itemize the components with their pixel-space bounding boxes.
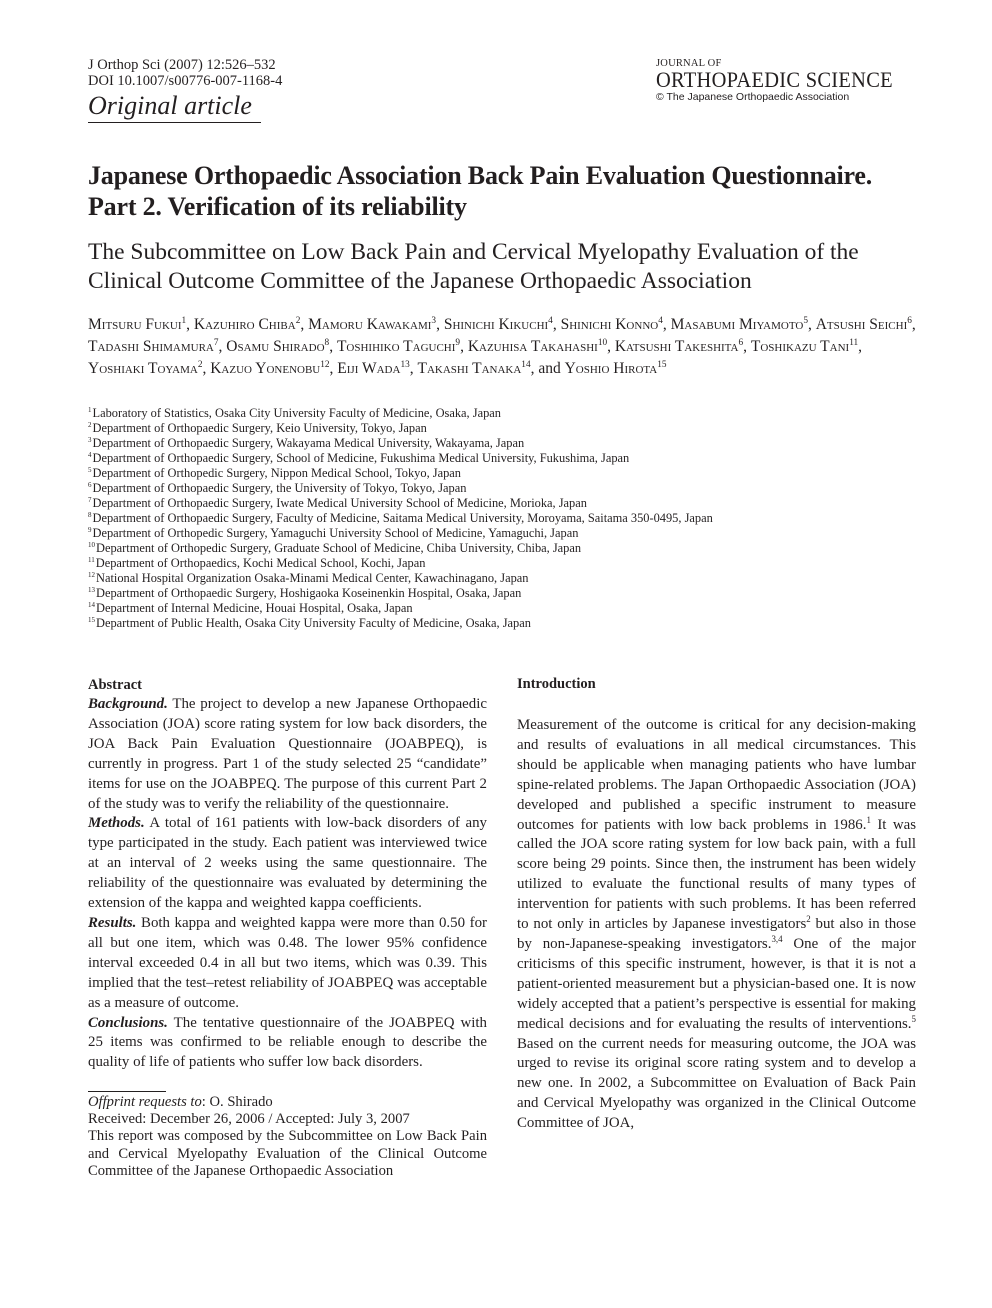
footnote-separator xyxy=(88,1091,166,1092)
citation: J Orthop Sci (2007) 12:526–532 xyxy=(88,57,276,73)
author-affiliation-ref: 3 xyxy=(431,315,437,326)
results-label: Results. xyxy=(88,914,137,931)
author-name: Takashi Tanaka xyxy=(417,360,522,377)
ref-4[interactable]: 5 xyxy=(911,1013,916,1024)
author-affiliation-ref: 2 xyxy=(197,359,203,370)
article-title: Japanese Orthopaedic Association Back Pain Evaluation Questionnaire. Part 2. Verification of its reliability xyxy=(88,161,873,221)
conclusions-label: Conclusions. xyxy=(88,1014,168,1031)
abstract-background xyxy=(88,695,487,814)
affiliation-item xyxy=(88,436,918,451)
abstract xyxy=(88,675,487,1073)
author-name: Atsushi Seichi xyxy=(815,316,908,333)
intro-seg-1: Measurement of the outcome is critical for any decision-making and results of evaluations in all medical circumstances. This should be applicable when managing patients who have lumbar spine-related problems. The Japan Orthopaedic Association (JOA) developed and published a specific instrument to measure outcomes for patients with low back problems in 1986. xyxy=(517,717,916,833)
intro-seg-5: Based on the current needs for measuring outcome, the JOA was urged to revise its original score rating system and to develop a new one. In 2002, a Subcommittee on Evaluation of Back Pain and Cervical Myelopathy was organized in the Clinical Outcome Committee of JOA, xyxy=(517,1035,916,1132)
introduction-text xyxy=(517,716,916,1134)
methods-text: A total of 161 patients with low-back disorders of any type participated in the study. Each patient was interviewed twice at an interval of 2 weeks using the same questionnaire. The reliability of the questionnaire was evaluated by determining the extension of the kappa and weighted kappa coefficients. xyxy=(88,815,488,912)
author-affiliation-ref: 4 xyxy=(548,315,553,326)
author-name: Shinichi Kikuchi xyxy=(443,316,549,333)
author-affiliation-ref: 15 xyxy=(657,359,667,370)
article-type-rule xyxy=(88,122,261,123)
author-name: Shinichi Konno xyxy=(560,316,659,333)
ref-3[interactable]: 3,4 xyxy=(771,934,783,944)
results-text: Both kappa and weighted kappa were more than 0.50 for all but one item, which was 0.48. The lower 95% confidence interval exceeded 0.4 in all but two items, which was 0.39. This implied that the test–retest reliability of JOABPEQ was acceptable as a measure of outcome. xyxy=(88,914,487,1011)
affiliation-item xyxy=(88,406,918,421)
abstract-methods xyxy=(88,814,487,914)
author-affiliation-ref: 6 xyxy=(738,337,744,348)
author-name: Tadashi Shimamura xyxy=(88,338,214,355)
journal-copyright: © The Japanese Orthopaedic Association xyxy=(656,91,850,103)
offprint-name: O. Shirado xyxy=(209,1094,273,1110)
abstract-results xyxy=(88,914,487,1014)
affiliation-text: Laboratory of Statistics, Osaka City University Faculty of Medicine, Osaka, Japan xyxy=(92,406,501,420)
affiliation-number: 2 xyxy=(88,420,92,429)
affiliation-item xyxy=(88,481,918,496)
affiliation-number: 15 xyxy=(88,615,95,624)
offprint-label: Offprint requests to xyxy=(88,1094,202,1110)
affiliation-number: 11 xyxy=(88,555,95,564)
affiliation-text: Department of Orthopedic Surgery, Yamaguchi University School of Medicine, Yamaguchi, Japan xyxy=(92,526,579,540)
affiliation-text: Department of Orthopedic Surgery, Nippon Medical School, Tokyo, Japan xyxy=(92,466,461,480)
affiliation-item xyxy=(88,616,918,631)
author-affiliation-ref: 14 xyxy=(521,359,531,370)
affiliation-number: 4 xyxy=(88,450,92,459)
author-affiliation-ref: 11 xyxy=(849,337,859,348)
author-name: Kazuhisa Takahashi xyxy=(467,338,598,355)
affiliation-item xyxy=(88,526,918,541)
affiliation-text: Department of Orthopaedic Surgery, Wakayama Medical University, Wakayama, Japan xyxy=(92,436,525,450)
affiliation-item xyxy=(88,496,918,511)
abstract-conclusions xyxy=(88,1014,487,1074)
author-and: and xyxy=(538,360,561,377)
affiliation-text: Department of Orthopaedic Surgery, the University of Tokyo, Tokyo, Japan xyxy=(92,481,467,495)
affiliation-number: 8 xyxy=(88,510,92,519)
journal-line-1: JOURNAL OF xyxy=(656,58,722,69)
author-affiliation-ref: 2 xyxy=(295,315,301,326)
affiliation-number: 3 xyxy=(88,435,92,444)
affiliation-number: 1 xyxy=(88,405,92,414)
affiliation-number: 6 xyxy=(88,480,92,489)
offprint-note: Offprint requests to: O. Shirado xyxy=(88,1094,273,1110)
affiliation-text: Department of Orthopaedic Surgery, Iwate Medical University School of Medicine, Morioka, Japan xyxy=(92,496,587,510)
affiliation-item xyxy=(88,451,918,466)
author-name: Kazuo Yonenobu xyxy=(210,360,321,377)
article-subtitle: The Subcommittee on Low Back Pain and Cervical Myelopathy Evaluation of the Clinical Outcome Committee of the Japanese Orthopaedic Association xyxy=(88,239,859,294)
author-name: Yoshiaki Toyama xyxy=(88,360,198,377)
affiliation-item xyxy=(88,556,918,571)
intro-seg-4: One of the major criticisms of this specific instrument, however, is that it is not a patient-oriented measurement but a physician-based one. It is now widely accepted that a patient’s perspective is essential for making medical decisions and for evaluating the results of interventions. xyxy=(517,935,917,1032)
article-type: Original article xyxy=(88,91,252,120)
journal-logo xyxy=(656,58,936,104)
affiliation-text: Department of Orthopaedic Surgery, School of Medicine, Fukushima Medical University, Fukushima, Japan xyxy=(92,451,630,465)
ref-1[interactable]: 1 xyxy=(866,814,871,825)
affiliation-text: Department of Orthopaedic Surgery, Faculty of Medicine, Saitama Medical University, Moroyama, Saitama 350-0495, Japan xyxy=(92,511,713,525)
abstract-heading: Abstract xyxy=(88,677,142,693)
author-name: Eiji Wada xyxy=(337,360,401,377)
affiliation-text: Department of Orthopaedic Surgery, Hoshigaoka Koseinenkin Hospital, Osaka, Japan xyxy=(96,586,522,600)
affiliation-item xyxy=(88,601,918,616)
ref-2[interactable]: 2 xyxy=(806,914,811,925)
author-affiliation-ref: 9 xyxy=(455,337,461,348)
affiliation-item xyxy=(88,541,918,556)
author-name: Mamoru Kawakami xyxy=(308,316,432,333)
affiliation-number: 12 xyxy=(88,570,95,579)
report-note: This report was composed by the Subcommittee on Low Back Pain and Cervical Myelopathy Evaluation of the Clinical Outcome Committee of the Japanese Orthopaedic Association xyxy=(88,1128,487,1179)
affiliation-list xyxy=(88,406,918,631)
affiliation-text: Department of Orthopaedics, Kochi Medical School, Kochi, Japan xyxy=(95,556,426,570)
author-name: Toshihiko Taguchi xyxy=(336,338,456,355)
intro-seg-3: but also in those by non-Japanese-speaking investigators. xyxy=(517,916,916,952)
author-affiliation-ref: 4 xyxy=(658,315,663,326)
author-name: Mitsuru Fukui xyxy=(88,316,182,333)
affiliation-text: Department of Internal Medicine, Houai Hospital, Osaka, Japan xyxy=(96,601,413,615)
affiliation-item xyxy=(88,586,918,601)
intro-seg-2: It was called the JOA score rating system for low back pain, with a full score being 29 points. Since then, the instrument has been widely utilized to evaluate the functional results of many types of intervention for patients with such problems. It has been referred to not only in articles by Japanese investigators xyxy=(517,816,916,933)
author-name: Masabumi Miyamoto xyxy=(670,316,804,333)
journal-line-2: ORTHOPAEDIC SCIENCE xyxy=(656,67,893,92)
affiliation-text: Department of Public Health, Osaka City University Faculty of Medicine, Osaka, Japan xyxy=(96,616,531,630)
methods-label: Methods. xyxy=(88,815,145,832)
author-name: Yoshio Hirota xyxy=(564,360,658,377)
affiliation-item xyxy=(88,571,918,586)
affiliation-number: 10 xyxy=(88,540,95,549)
background-label: Background. xyxy=(88,696,168,712)
author-affiliation-ref: 5 xyxy=(803,315,808,326)
affiliation-item xyxy=(88,511,918,526)
doi: DOI 10.1007/s00776-007-1168-4 xyxy=(88,73,283,89)
author-affiliation-ref: 8 xyxy=(324,337,330,348)
author-affiliation-ref: 13 xyxy=(400,359,410,370)
footnotes xyxy=(88,1094,487,1180)
received-note: Received: December 26, 2006 / Accepted: July 3, 2007 xyxy=(88,1111,410,1128)
author-name: Katsushi Takeshita xyxy=(614,338,739,355)
affiliation-item xyxy=(88,466,918,481)
affiliation-number: 13 xyxy=(88,585,95,594)
affiliation-number: 5 xyxy=(88,465,92,474)
conclusions-text: The tentative questionnaire of the JOABPEQ with 25 items was confirmed to be reliable enough to describe the quality of life of patients who suffer low back disorders. xyxy=(88,1014,487,1071)
author-affiliation-ref: 7 xyxy=(213,337,219,348)
author-affiliation-ref: 6 xyxy=(907,315,912,326)
affiliation-text: National Hospital Organization Osaka-Minami Medical Center, Kawachinagano, Japan xyxy=(96,571,529,585)
author-list: Mitsuru Fukui$^1$, Kazuhiro Chiba$^2$, Mamoru Kawakami$^3$, Shinichi Kikuchi$^4$, Shinichi Konno$^4$, Masabumi Miyamoto$^5$, Atsushi Seichi$^6$, Tadashi Shimamura$^7$, Osamu Shirado$^8$, Toshihiko Taguchi$^9$, Kazuhisa Takahashi$^{10}$, Katsushi Takeshita$^6$, Toshikazu Tani$^{11}$, Yoshiaki Toyama$^2$, Kazuo Yonenobu$^{12}$, Eiji Wada$^{13}$, Takashi Tanaka$^{14}$, and Yoshio Hirota$^{15}$ xyxy=(88,315,916,377)
affiliation-text: Department of Orthopaedic Surgery, Keio University, Tokyo, Japan xyxy=(92,421,427,435)
affiliation-number: 9 xyxy=(88,525,92,534)
author-affiliation-ref: 10 xyxy=(597,337,608,348)
author-name: Kazuhiro Chiba xyxy=(193,316,296,333)
author-affiliation-ref: 12 xyxy=(320,359,330,370)
affiliation-item xyxy=(88,421,918,436)
affiliation-number: 14 xyxy=(88,600,95,609)
header-meta xyxy=(88,57,388,123)
author-name: Osamu Shirado xyxy=(226,338,325,355)
affiliation-text: Department of Orthopedic Surgery, Graduate School of Medicine, Chiba University, Chiba, Japan xyxy=(96,541,582,555)
author-name: Toshikazu Tani xyxy=(750,338,850,355)
background-text: The project to develop a new Japanese Orthopaedic Association (JOA) score rating system for low back disorders, the JOA Back Pain Evaluation Questionnaire (JOABPEQ), is currently in progress. Part 1 of the study selected 25 “candidate” items for use on the JOABPEQ. The purpose of this current Part 2 of the study was to verify the reliability of the questionnaire. xyxy=(88,696,487,812)
introduction-heading: Introduction xyxy=(517,676,596,692)
affiliation-number: 7 xyxy=(88,495,92,504)
author-affiliation-ref: 1 xyxy=(181,315,187,326)
